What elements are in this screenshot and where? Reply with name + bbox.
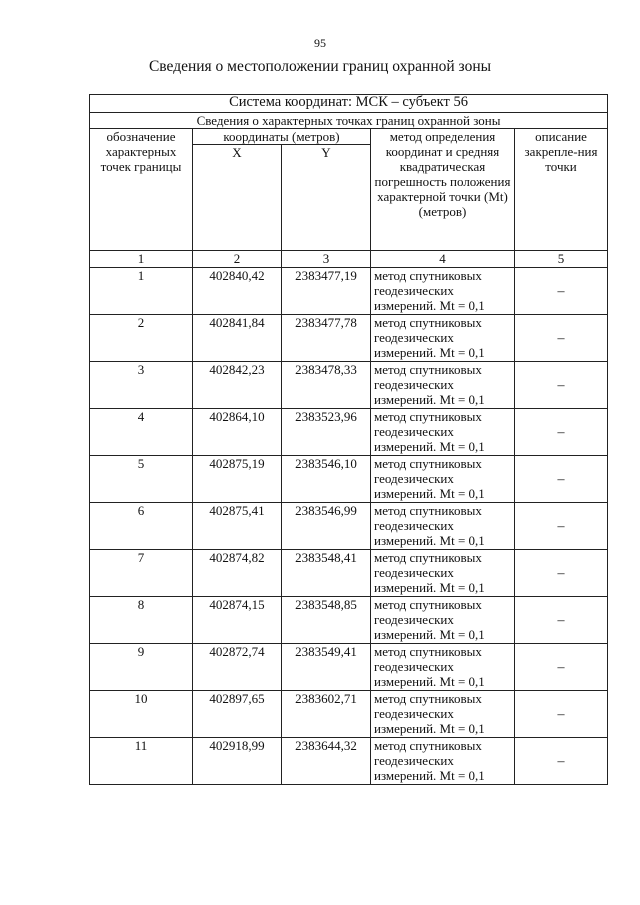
column-number-2: 2 [193, 251, 282, 268]
x-coordinate-cell: 402875,41 [193, 503, 282, 550]
x-coordinate-cell: 402872,74 [193, 644, 282, 691]
point-number-cell: 11 [90, 738, 193, 785]
description-cell: – [515, 597, 608, 644]
y-coordinate-cell: 2383549,41 [282, 644, 371, 691]
table-row [90, 503, 608, 550]
y-coordinate-cell: 2383548,41 [282, 550, 371, 597]
point-number-cell: 2 [90, 315, 193, 362]
table-row [90, 550, 608, 597]
column-number-1: 1 [90, 251, 193, 268]
header-y: Y [282, 145, 371, 251]
y-coordinate-cell: 2383477,19 [282, 268, 371, 315]
column-number-4: 4 [371, 251, 515, 268]
point-number-cell: 8 [90, 597, 193, 644]
x-coordinate-cell: 402874,15 [193, 597, 282, 644]
y-coordinate-cell: 2383602,71 [282, 691, 371, 738]
y-coordinate-cell: 2383477,78 [282, 315, 371, 362]
y-coordinate-cell: 2383546,10 [282, 456, 371, 503]
coordinate-system-header: Система координат: МСК – субъект 56 [90, 95, 608, 113]
point-number-cell: 9 [90, 644, 193, 691]
header-designation: обозначение характерных точек границы [90, 129, 193, 251]
point-number-cell: 5 [90, 456, 193, 503]
x-coordinate-cell: 402897,65 [193, 691, 282, 738]
method-cell: метод спутниковых геодезических измерений. Mt = 0,1 [371, 597, 515, 644]
description-cell: – [515, 456, 608, 503]
method-cell: метод спутниковых геодезических измерений. Mt = 0,1 [371, 409, 515, 456]
point-number-cell: 6 [90, 503, 193, 550]
column-number-5: 5 [515, 251, 608, 268]
description-cell: – [515, 315, 608, 362]
header-method: метод определения координат и средняя квадратическая погрешность положения характерной точки (Mt) (метров) [371, 129, 515, 251]
x-coordinate-cell: 402874,82 [193, 550, 282, 597]
method-cell: метод спутниковых геодезических измерений. Mt = 0,1 [371, 738, 515, 785]
description-cell: – [515, 550, 608, 597]
method-cell: метод спутниковых геодезических измерений. Mt = 0,1 [371, 644, 515, 691]
method-cell: метод спутниковых геодезических измерений. Mt = 0,1 [371, 550, 515, 597]
header-description: описание закрепле-ния точки [515, 129, 608, 251]
y-coordinate-cell: 2383478,33 [282, 362, 371, 409]
table-row [90, 456, 608, 503]
point-number-cell: 10 [90, 691, 193, 738]
y-coordinate-cell: 2383546,99 [282, 503, 371, 550]
x-coordinate-cell: 402841,84 [193, 315, 282, 362]
x-coordinate-cell: 402864,10 [193, 409, 282, 456]
table-row [90, 644, 608, 691]
header-coordinates: координаты (метров) [193, 129, 371, 145]
description-cell: – [515, 362, 608, 409]
description-cell: – [515, 738, 608, 785]
method-cell: метод спутниковых геодезических измерений. Mt = 0,1 [371, 503, 515, 550]
y-coordinate-cell: 2383523,96 [282, 409, 371, 456]
method-cell: метод спутниковых геодезических измерений. Mt = 0,1 [371, 362, 515, 409]
y-coordinate-cell: 2383548,85 [282, 597, 371, 644]
description-cell: – [515, 503, 608, 550]
description-cell: – [515, 691, 608, 738]
method-cell: метод спутниковых геодезических измерений. Mt = 0,1 [371, 691, 515, 738]
x-coordinate-cell: 402918,99 [193, 738, 282, 785]
page-number: 95 [314, 36, 326, 50]
x-coordinate-cell: 402875,19 [193, 456, 282, 503]
boundary-points-table [89, 94, 608, 785]
method-cell: метод спутниковых геодезических измерений. Mt = 0,1 [371, 315, 515, 362]
table-row [90, 409, 608, 456]
document-title: Сведения о местоположении границ охранной зоны [148, 58, 492, 75]
description-cell: – [515, 409, 608, 456]
column-number-3: 3 [282, 251, 371, 268]
y-coordinate-cell: 2383644,32 [282, 738, 371, 785]
table-subtitle: Сведения о характерных точках границ охранной зоны [90, 113, 608, 129]
table-row [90, 268, 608, 315]
x-coordinate-cell: 402842,23 [193, 362, 282, 409]
method-cell: метод спутниковых геодезических измерений. Mt = 0,1 [371, 456, 515, 503]
point-number-cell: 7 [90, 550, 193, 597]
table-row [90, 691, 608, 738]
point-number-cell: 4 [90, 409, 193, 456]
point-number-cell: 1 [90, 268, 193, 315]
header-x: X [193, 145, 282, 251]
table-row [90, 738, 608, 785]
point-number-cell: 3 [90, 362, 193, 409]
table-row [90, 362, 608, 409]
method-cell: метод спутниковых геодезических измерений. Mt = 0,1 [371, 268, 515, 315]
x-coordinate-cell: 402840,42 [193, 268, 282, 315]
table-row [90, 597, 608, 644]
table-row [90, 315, 608, 362]
description-cell: – [515, 268, 608, 315]
description-cell: – [515, 644, 608, 691]
